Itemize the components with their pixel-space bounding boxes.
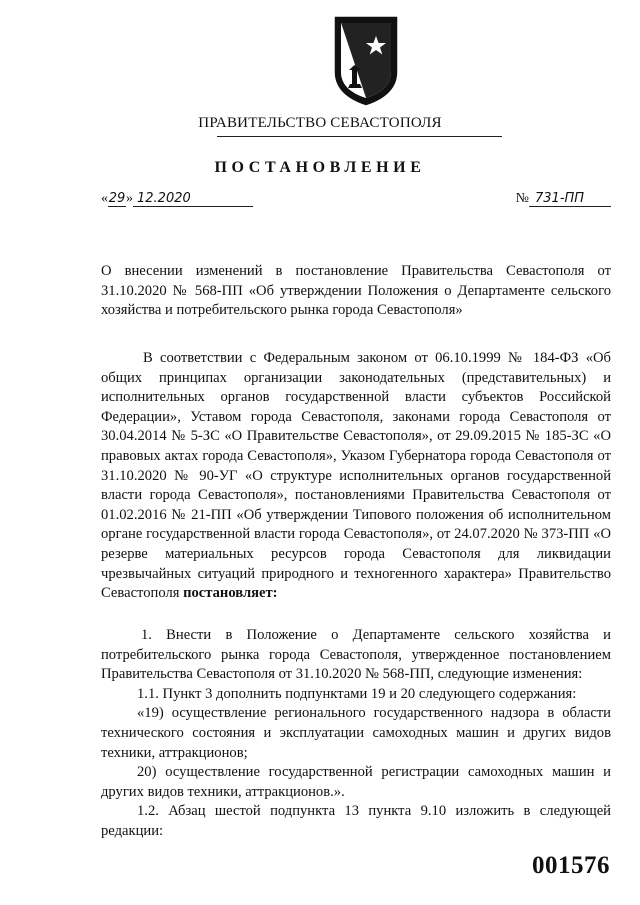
header-rule	[217, 136, 502, 137]
document-number	[516, 191, 611, 207]
government-name: ПРАВИТЕЛЬСТВО СЕВАСТОПОЛЯ	[198, 115, 442, 131]
date-month-year: 12.2020	[133, 191, 253, 207]
preamble-text: В соответствии с Федеральным законом от 06.10.1999 № 184-ФЗ «Об общих принципах организации законодательных (представительных) и исполнительных органов государственной власти субъектов Российской Федерации», Уставом города Севастополя, законами города Севастополя от 30.04.2014 № 5-ЗС «О Правительстве Севастополя», от 29.09.2015 № 185-ЗС «О правовых актах города Севастополя», Указом Губернатора города Севастополя от 31.10.2020 № 90-УГ «О структуре исполнительных органов государственной власти города Севастополя», постановлениями Правительства Севастополя от 01.02.2016 № 21-ПП «Об утверждении Типового положения об исполнительном органе государственной власти города Севастополя», от 24.07.2020 № 373-ПП «О резерве материальных ресурсов города Севастополя для ликвидации чрезвычайных ситуаций природного и техногенного характера» Правительство Севастополя	[101, 350, 611, 602]
document-subject: О внесении изменений в постановление Правительства Севастополя от 31.10.2020 № 568-ПП «Об утверждении Положения о Департаменте сельского хозяйства и потребительского рынка города Севастополя»	[101, 263, 611, 319]
document-type-title: ПОСТАНОВЛЕНИЕ	[214, 159, 426, 176]
coat-of-arms-emblem	[330, 12, 402, 106]
preamble-paragraph	[101, 349, 611, 604]
document-date	[101, 191, 253, 207]
date-close-quote: »	[126, 191, 133, 206]
list-item: «19) осуществление регионального государственного надзора в области технического состояния и эксплуатации самоходных машин и других видов техники, аттракционов;	[101, 705, 611, 761]
preamble	[101, 349, 611, 604]
decree-word: постановляет:	[183, 585, 278, 602]
number-prefix: №	[515, 191, 529, 206]
serial-number: 001576	[532, 852, 610, 879]
date-open-quote: «	[101, 191, 108, 206]
list-item: 1.2. Абзац шестой подпункта 13 пункта 9.10 изложить в следующей редакции:	[101, 803, 611, 839]
list-item: 20) осуществление государственной регистрации самоходных машин и других видов техники, аттракционов.».	[101, 764, 611, 800]
date-day: 29	[108, 191, 126, 206]
list-item: 1. Внести в Положение о Департаменте сельского хозяйства и потребительского рынка города Севастополя, утвержденное постановлением Правительства Севастополя от 31.10.2020 № 568-ПП, следующие изменения:	[101, 627, 611, 683]
amendments-list	[101, 626, 611, 842]
list-item: 1.1. Пункт 3 дополнить подпунктами 19 и 20 следующего содержания:	[137, 685, 577, 702]
number-value: 731-ПП	[529, 191, 611, 207]
